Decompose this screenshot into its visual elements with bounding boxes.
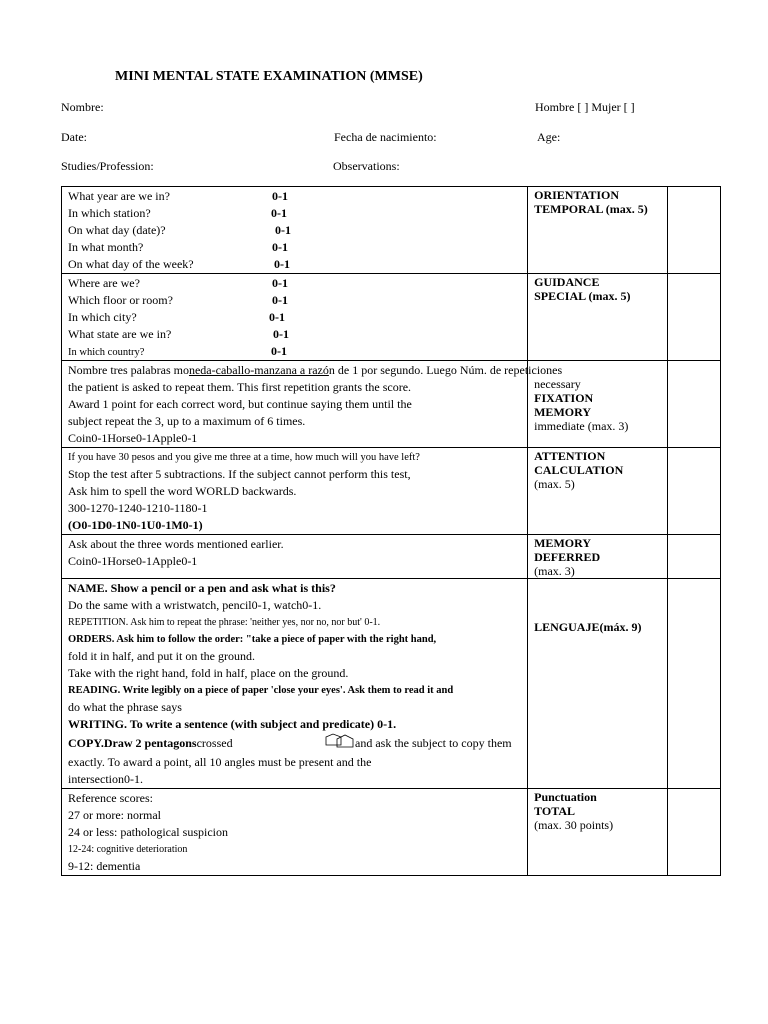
instruction-text: Do the same with a wristwatch, pencil0-1, watch0-1. (68, 598, 322, 612)
table-row (62, 187, 721, 274)
section-label: GUIDANCE (534, 275, 600, 289)
sex-field: Hombre [ ] Mujer [ ] (535, 100, 635, 114)
instruction-text: WRITING. To write a sentence (with subject and predicate) 0-1. (68, 717, 397, 731)
spatial-score-cell[interactable] (667, 274, 720, 361)
instruction-text: Nombre tres palabras mo (68, 363, 189, 377)
section-label: (max. 3) (534, 564, 575, 578)
deferred-instructions-cell (62, 535, 528, 579)
score: 0-1 (272, 276, 288, 290)
instruction-text: If you have 30 pesos and you give me three at a time, how much will you have left? (68, 452, 420, 463)
section-label: Punctuation (534, 790, 597, 804)
temporal-label-cell (528, 187, 668, 274)
instruction-text: neda-caballo-manzana a razó (188, 363, 329, 377)
section-label: FIXATION (534, 391, 594, 405)
instruction-text: fold it in half, and put it on the ground. (68, 649, 255, 663)
section-label: immediate (max. 3) (534, 419, 629, 433)
score: 0-1 (269, 310, 285, 324)
score: 0-1 (272, 293, 288, 307)
score: 0-1 (271, 344, 287, 358)
section-label: LENGUAJE(máx. 9) (534, 620, 642, 634)
section-label: MEMORY (534, 405, 592, 419)
question: On what day (date)? (68, 223, 166, 237)
score: 0-1 (272, 189, 288, 203)
deferred-label-cell (528, 535, 668, 579)
attention-label-cell (528, 448, 668, 535)
reference-text: 12-24: cognitive deterioration (68, 844, 188, 855)
language-label-cell (528, 579, 668, 789)
table-row (62, 579, 721, 789)
instruction-text: do what the phrase says (68, 700, 182, 714)
studies-label: Studies/Profession: (61, 159, 154, 173)
date-label: Date: (61, 130, 87, 144)
reference-text: Reference scores: (68, 791, 153, 805)
instruction-text: the patient is asked to repeat them. This first repetition grants the score. (68, 380, 412, 394)
section-label: (max. 30 points) (534, 818, 614, 832)
instruction-text: ORDERS. Ask him to follow the order: "take a piece of paper with the right hand, (68, 634, 437, 645)
reference-cell (62, 789, 528, 876)
subtraction-scores: 300-1270-1240-1210-1180-1 (68, 501, 208, 515)
question: Where are we? (68, 276, 140, 290)
instruction-text: Ask about the three words mentioned earlier. (68, 537, 284, 551)
table-row (62, 789, 721, 876)
birth-date-label: Fecha de nacimiento: (334, 130, 437, 144)
section-label: DEFERRED (534, 550, 601, 564)
instruction-text: exactly. To award a point, all 10 angles must be present and the (68, 755, 372, 769)
question: In what month? (68, 240, 144, 254)
reference-text: 24 or less: pathological suspicion (68, 825, 228, 839)
word-scores: Coin0-1Horse0-1Apple0-1 (68, 431, 198, 445)
language-instructions-cell (62, 579, 528, 789)
age-label: Age: (537, 130, 561, 144)
question: In which country? (68, 347, 145, 358)
question: In which city? (68, 310, 137, 324)
instruction-text: n de 1 por segundo. Luego Núm. de repeticiones (328, 363, 563, 377)
section-label: ORIENTATION (534, 188, 620, 202)
section-label: SPECIAL (max. 5) (534, 289, 631, 303)
instruction-text: intersection0-1. (68, 772, 143, 786)
section-label: CALCULATION (534, 463, 624, 477)
section-label: necessary (534, 377, 581, 391)
section-label: TEMPORAL (max. 5) (534, 202, 648, 216)
score: 0-1 (272, 240, 288, 254)
temporal-score-cell[interactable] (667, 187, 720, 274)
instruction-text: Stop the test after 5 subtractions. If the subject cannot perform this test, (68, 467, 411, 481)
table-row (62, 448, 721, 535)
nombre-label: Nombre: (61, 100, 104, 114)
attention-instructions-cell (62, 448, 528, 535)
page-title: MINI MENTAL STATE EXAMINATION (MMSE) (115, 69, 423, 84)
word-scores: Coin0-1Horse0-1Apple0-1 (68, 554, 198, 568)
temporal-questions-cell (62, 187, 528, 274)
table-row (62, 535, 721, 579)
score: 0-1 (274, 257, 290, 271)
score: 0-1 (271, 206, 287, 220)
table-row (62, 274, 721, 361)
spatial-label-cell (528, 274, 668, 361)
instruction-text: subject repeat the 3, up to a maximum of 6 times. (68, 414, 306, 428)
score: 0-1 (275, 223, 291, 237)
mmse-table (61, 186, 721, 876)
fixation-score-cell[interactable] (667, 361, 720, 448)
instruction-text: Ask him to spell the word WORLD backwards. (68, 484, 297, 498)
instruction-text: READING. Write legibly on a piece of paper 'close your eyes'. Ask them to read it and (68, 685, 454, 696)
question: What year are we in? (68, 189, 170, 203)
question: What state are we in? (68, 327, 172, 341)
spelling-scores: (O0-1D0-1N0-1U0-1M0-1) (68, 518, 203, 532)
instruction-text: Take with the right hand, fold in half, place on the ground. (68, 666, 349, 680)
section-label: TOTAL (534, 804, 576, 818)
instruction-text: NAME. Show a pencil or a pen and ask what is this? (68, 581, 336, 595)
score: 0-1 (273, 327, 289, 341)
instruction-text: COPY.Draw 2 pentagons (68, 736, 197, 750)
instruction-text: crossed (196, 736, 233, 750)
spatial-questions-cell (62, 274, 528, 361)
section-label: ATTENTION (534, 449, 606, 463)
reference-text: 9-12: dementia (68, 859, 141, 873)
instruction-text: Award 1 point for each correct word, but continue saying them until the (68, 397, 412, 411)
pentagons-icon (324, 733, 356, 749)
reference-text: 27 or more: normal (68, 808, 161, 822)
section-label: (max. 5) (534, 477, 575, 491)
deferred-score-cell[interactable] (667, 535, 720, 579)
observations-label: Observations: (333, 159, 400, 173)
total-label-cell (528, 789, 668, 876)
question: In which station? (68, 206, 151, 220)
question: Which floor or room? (68, 293, 173, 307)
total-score-cell[interactable] (667, 789, 720, 876)
table-row (62, 361, 721, 448)
attention-score-cell[interactable] (667, 448, 720, 535)
question: On what day of the week? (68, 257, 194, 271)
instruction-text: and ask the subject to copy them (355, 736, 512, 750)
section-label: MEMORY (534, 536, 592, 550)
language-score-cell[interactable] (667, 579, 720, 789)
instruction-text: REPETITION. Ask him to repeat the phrase: 'neither yes, nor no, nor but' 0-1. (68, 617, 381, 628)
